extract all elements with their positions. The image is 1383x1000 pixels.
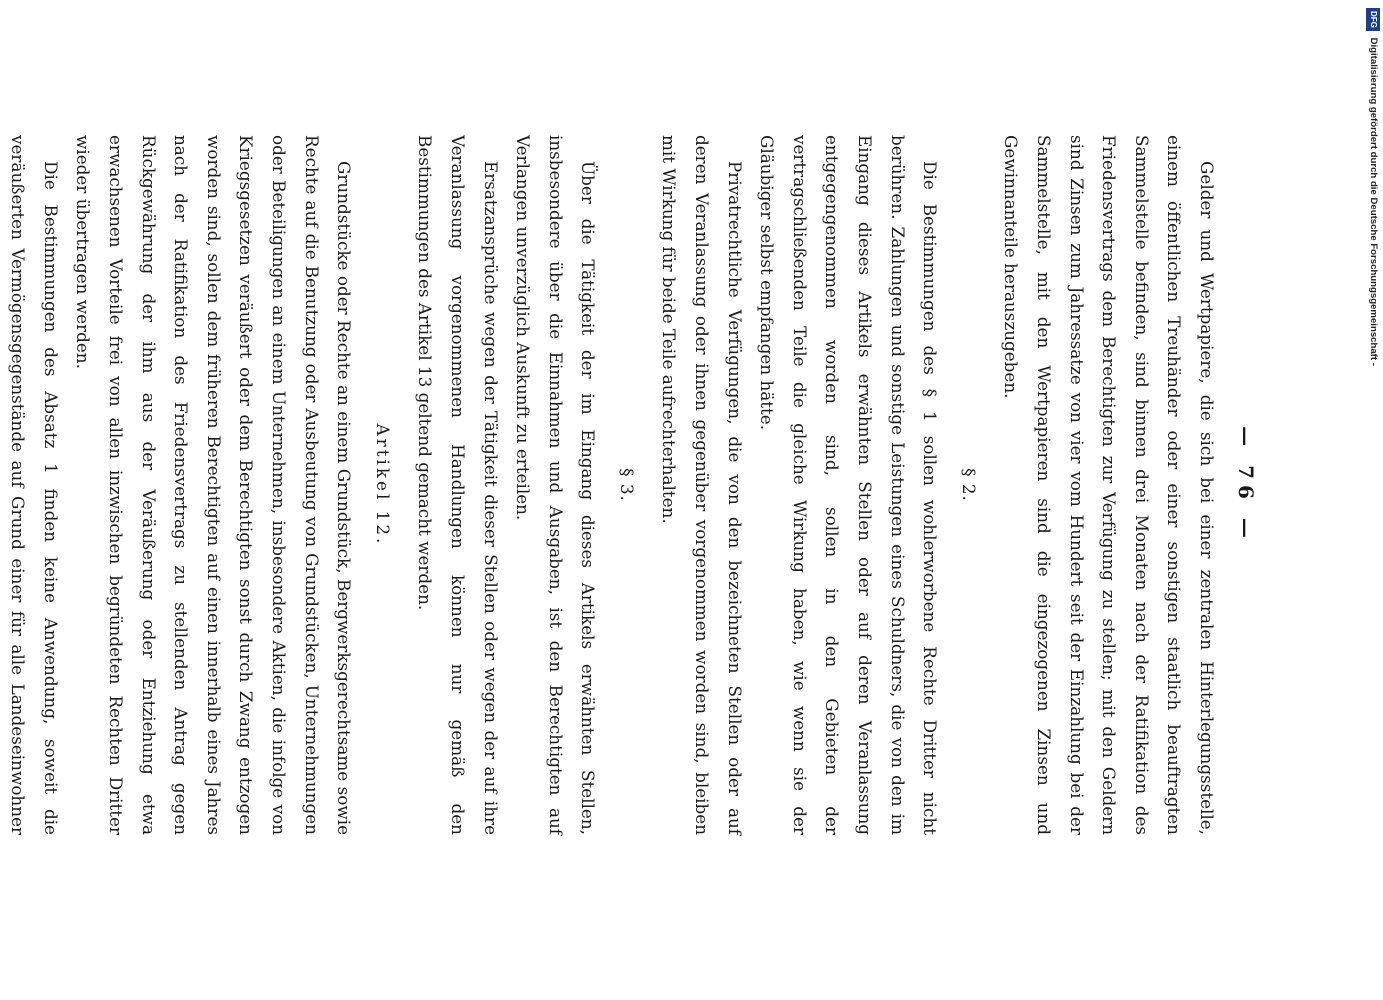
dfg-credit-strip xyxy=(1366,8,1380,388)
section-2-heading: § 2. xyxy=(958,468,979,502)
paragraph-1: Gelder und Wertpapiere, die sich bei einer zentralen Hinterlegungsstelle, einem öffentlichen Treuhänder oder einer sonstigen staatlich beauftragten Sammelstelle befinden, sind binnen drei Monaten nach der Ratifikation des Friedensvertrags dem Berechtigten zur Verfügung zu stellen; mit den Geldern sind Zinsen zum Jahressatze von vier vom Hundert seit der Einzahlung bei der Sammelstelle, mit den Wertpapieren sind die eingezogenen Zinsen und Gewinnanteile herauszugeben. xyxy=(1001,135,1217,835)
dfg-credit-line xyxy=(1366,8,1380,388)
section-3-heading: § 3. xyxy=(616,468,637,502)
dfg-credit-text: Digitalisierung gefördert durch die Deutsche Forschungsgemeinschaft - xyxy=(1368,37,1379,366)
text-column xyxy=(8,135,1265,835)
article-12-heading: Artikel 12. xyxy=(372,423,393,547)
page-number: — 76 — xyxy=(1234,426,1258,544)
section-2-paragraph-1: Die Bestimmungen des § 1 sollen wohlerworbene Rechte Dritter nicht berühren. Zahlungen und sonstige Leistungen eines Schuldners, die von den im Eingang dieses Artikels erwähnten Stellen oder auf deren Veranlassung entgegengenommen worden sind, sollen in den Gebieten der vertragschließenden Teile die gleiche Wirkung haben, wie wenn sie der Gläubiger selbst empfangen hätte. xyxy=(757,135,941,835)
section-3-paragraph-2: Ersatzansprüche wegen der Tätigkeit dieser Stellen oder wegen der auf ihre Veranlassung vorgenommenen Handlungen können nur gemäß den Bestimmungen des Artikel 13 geltend gemacht werden. xyxy=(415,135,501,835)
article-12-paragraph-1: Grundstücke oder Rechte an einem Grundstück, Bergwerksgerechtsame sowie Rechte auf die Benutzung oder Ausbeutung von Grundstücken, Unternehmungen oder Beteiligungen an einem Unternehmen, insbesondere Aktien, die infolge von Kriegsgesetzen veräußert oder dem Berechtigten sonst durch Zwang entzogen worden sind, sollen dem früheren Berechtigten auf einen innerhalb eines Jahres nach der Ratifikation des Friedensvertrags zu stellenden Antrag gegen Rückgewährung der ihm aus der Veräußerung oder Entziehung etwa erwachsenen Vorteile frei von allen inzwischen begründeten Rechten Dritter wieder übertragen werden. xyxy=(73,135,355,835)
section-3-paragraph-1: Über die Tätigkeit der im Eingang dieses Artikels erwähnten Stellen, insbesondere über die Einnahmen und Ausgaben, ist den Berechtigten auf Verlangen unverzüglich Auskunft zu erteilen. xyxy=(513,135,599,835)
article-12-paragraph-2: Die Bestimmungen des Absatz 1 finden keine Anwendung, soweit die veräußerten Vermögensgegenstände auf Grund einer für alle Landeseinwohner xyxy=(8,135,61,835)
dfg-logo: DFG xyxy=(1366,8,1380,31)
section-2-paragraph-2: Privatrechtliche Verfügungen, die von den bezeichneten Stellen oder auf deren Veranlassung oder ihnen gegenüber vorgenommen worden sind, bleiben mit Wirkung für beide Teile aufrechterhalten. xyxy=(659,135,745,835)
rotated-page-text xyxy=(8,130,1265,840)
